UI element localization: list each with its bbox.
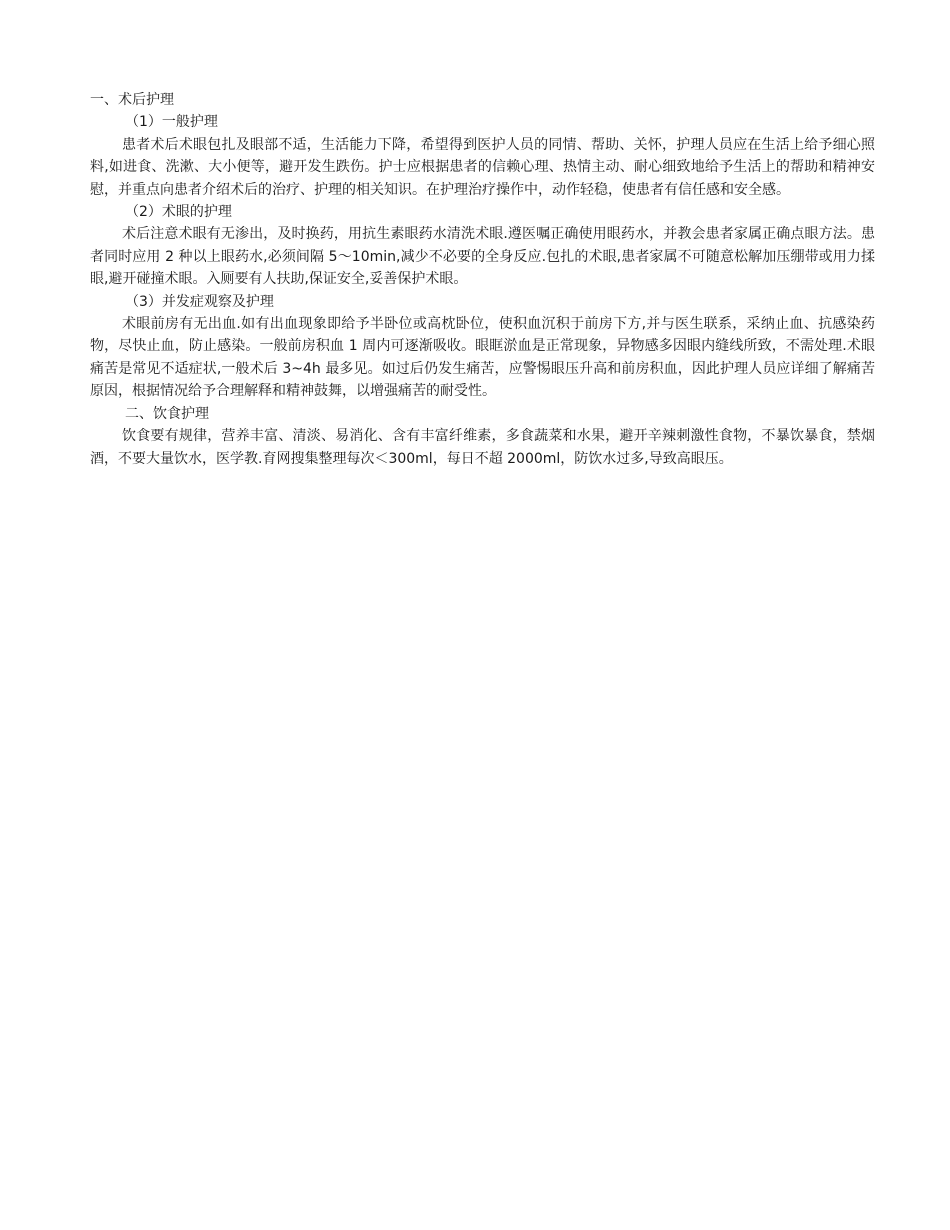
subsection-heading-complications: （3）并发症观察及护理 (125, 293, 274, 310)
section-title: 一、术后护理 (90, 92, 174, 108)
subsection-heading-diet: 二、饮食护理 (125, 405, 209, 422)
subsection-heading-eye-care: （2）术眼的护理 (125, 204, 232, 221)
paragraph-general-care: 患者术后术眼包扎及眼部不适，生活能力下降，希望得到医护人员的同情、帮助、关怀，护理人员应在生活上给予细心照料,如进食、洗漱、大小便等，避开发生跌伤。护士应根据患者的信赖心理、热情主动、耐心细致地给予生活上的帮助和精神安慰，并重点向患者介绍术后的治疗、护理的相关知识。在护理治疗操作中，动作轻稳，使患者有信任感和安全感。 (90, 136, 875, 198)
paragraph-eye-care: 术后注意术眼有无渗出，及时换药，用抗生素眼药水清洗术眼.遵医嘱正确使用眼药水，并教会患者家属正确点眼方法。患者同时应用 2 种以上眼药水,必须间隔 5～10min,减少不必要的全身反应.包扎的术眼,患者家属不可随意松解加压绷带或用力揉眼,避开碰撞术眼。入厕要有人扶助,保证安全,妥善保护术眼。 (90, 226, 875, 288)
document-page (90, 89, 875, 470)
paragraph-complications: 术眼前房有无出血.如有出血现象即给予半卧位或高枕卧位，使积血沉积于前房下方,并与医生联系，采纳止血、抗感染药物，尽快止血，防止感染。一般前房积血 1 周内可逐渐吸收。眼眶淤血是正常现象，异物感多因眼内缝线所致，不需处理.术眼痛苦是常见不适症状,一般术后 3~4h 最多见。如过后仍发生痛苦，应警惕眼压升高和前房积血，因此护理人员应详细了解痛苦原因，根据情况给予合理解释和精神鼓舞，以增强痛苦的耐受性。 (90, 316, 875, 400)
subsection-heading-general-care: （1）一般护理 (125, 114, 218, 131)
paragraph-diet: 饮食要有规律，营养丰富、清淡、易消化、含有丰富纤维素，多食蔬菜和水果，避开辛辣刺激性食物，不暴饮暴食，禁烟酒，不要大量饮水，医学教.育网搜集整理每次＜300ml，每日不超 2000ml，防饮水过多,导致高眼压。 (90, 428, 875, 467)
